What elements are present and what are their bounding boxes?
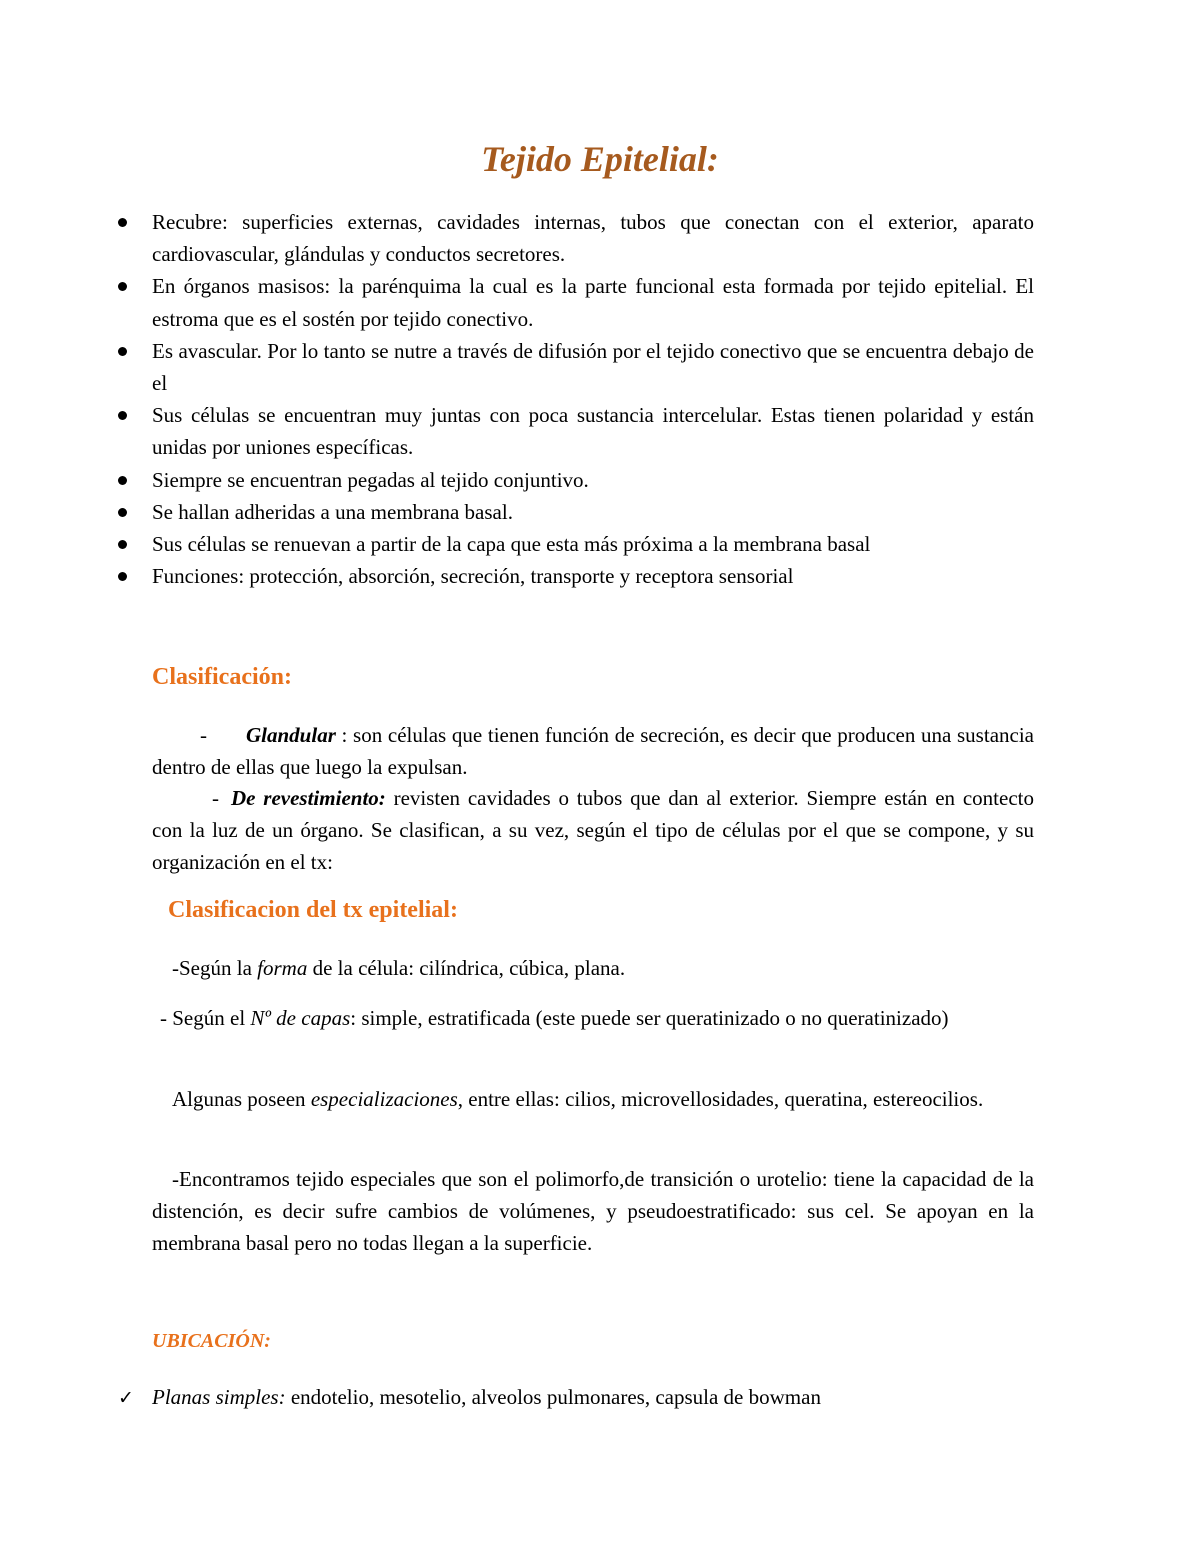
bullet-icon bbox=[118, 411, 127, 420]
ubicacion-term: Planas simples: bbox=[152, 1385, 286, 1409]
ubicacion-heading: UBICACIÓN: bbox=[152, 1330, 271, 1352]
especializaciones-paragraph: Algunas poseen especializaciones, entre ellas: cilios, microvellosidades, queratina, estereocilios. bbox=[172, 1087, 984, 1111]
list-item: Recubre: superficies externas, cavidades internas, tubos que conectan con el exterior, aparato cardiovascular, glándulas y conductos secretores. bbox=[152, 206, 1034, 270]
glandular-term: Glandular bbox=[246, 723, 336, 747]
characteristics-list bbox=[152, 206, 1034, 592]
glandular-paragraph: - Glandular : son células que tienen función de secreción, es decir que producen una sustancia dentro de ellas que luego la expulsan. bbox=[152, 723, 1034, 779]
list-item: Siempre se encuentran pegadas al tejido conjuntivo. bbox=[152, 464, 1034, 496]
capas-paragraph: - Según el Nº de capas: simple, estratificada (este puede ser queratinizado o no queratinizado) bbox=[160, 1006, 949, 1030]
bullet-icon bbox=[118, 508, 127, 517]
clasificacion-tx-heading: Clasificacion del tx epitelial: bbox=[168, 897, 458, 923]
forma-paragraph: -Según la forma de la célula: cilíndrica, cúbica, plana. bbox=[172, 956, 626, 980]
list-item: En órganos masisos: la parénquima la cual es la parte funcional esta formada por tejido epitelial. El estroma que es el sostén por tejido conectivo. bbox=[152, 270, 1034, 334]
bullet-icon bbox=[118, 572, 127, 581]
revestimiento-paragraph: - De revestimiento: revisten cavidades o tubos que dan al exterior. Siempre están en contecto con la luz de un órgano. Se clasifican, a su vez, según el tipo de células por el que se compone, y su organización en el tx: bbox=[152, 786, 1034, 874]
ubicacion-item: ✓ Planas simples: endotelio, mesotelio, alveolos pulmonares, capsula de bowman bbox=[118, 1381, 821, 1414]
list-item: Sus células se renuevan a partir de la capa que esta más próxima a la membrana basal bbox=[152, 528, 1034, 560]
list-item: Sus células se encuentran muy juntas con poca sustancia intercelular. Estas tienen polaridad y están unidas por uniones específicas. bbox=[152, 399, 1034, 463]
list-item: Es avascular. Por lo tanto se nutre a través de difusión por el tejido conectivo que se encuentra debajo de el bbox=[152, 335, 1034, 399]
check-icon: ✓ bbox=[118, 1387, 134, 1409]
bullet-icon bbox=[118, 218, 127, 227]
page-title: Tejido Epitelial: bbox=[481, 139, 719, 179]
bullet-icon bbox=[118, 347, 127, 356]
clasificacion-heading: Clasificación: bbox=[152, 664, 292, 690]
bullet-icon bbox=[118, 540, 127, 549]
tejidos-especiales-paragraph: -Encontramos tejido especiales que son el polimorfo,de transición o urotelio: tiene la capacidad de la distención, es decir sufre cambios de volúmenes, y pseudoestratificado: sus cel. Se apoyan en la membrana basal pero no todas llegan a la superficie. bbox=[152, 1167, 1034, 1255]
list-item: Funciones: protección, absorción, secreción, transporte y receptora sensorial bbox=[152, 560, 1034, 592]
revestimiento-term: De revestimiento: bbox=[231, 786, 386, 810]
bullet-icon bbox=[118, 282, 127, 291]
bullet-icon bbox=[118, 476, 127, 485]
list-item: Se hallan adheridas a una membrana basal. bbox=[152, 496, 1034, 528]
